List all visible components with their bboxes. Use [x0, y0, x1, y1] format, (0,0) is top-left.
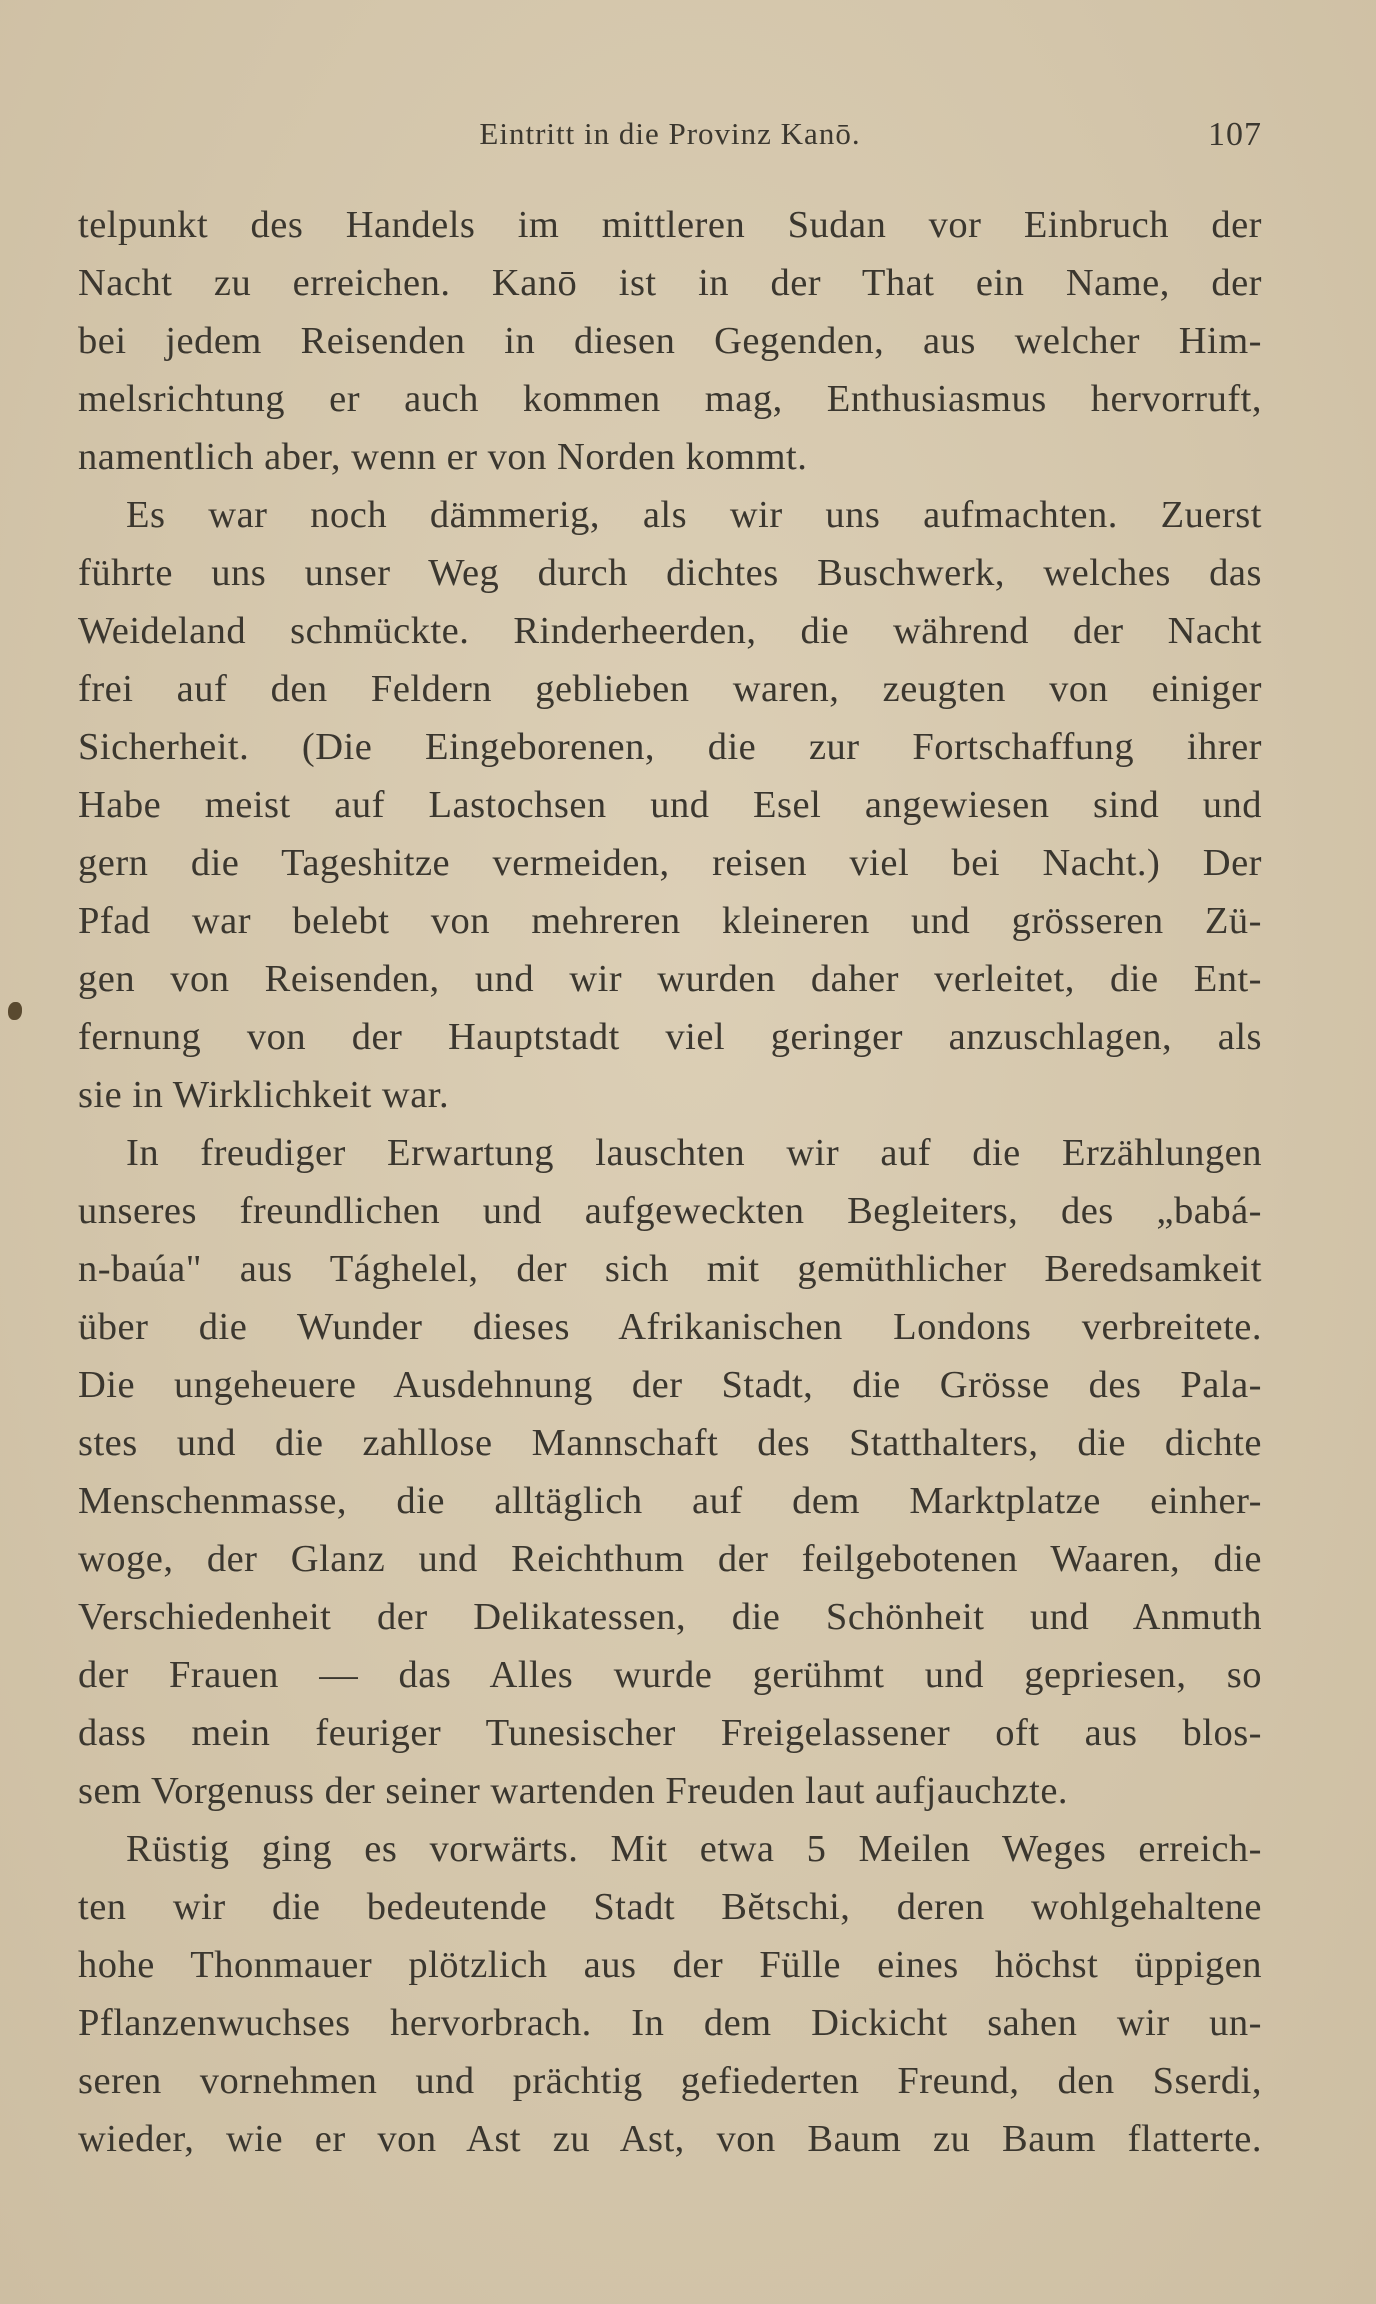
text-line: sie in Wirklichkeit war.	[78, 1074, 450, 1116]
text-line: Sicherheit. (Die Eingeborenen, die zur Fortschaffung ihrer	[78, 726, 1262, 768]
text-line: Nacht zu erreichen. Kanō ist in der That ein Name, der	[78, 262, 1262, 304]
text-line: bei jedem Reisenden in diesen Gegenden, aus welcher Him-	[78, 320, 1262, 362]
text-line: gern die Tageshitze vermeiden, reisen viel bei Nacht.) Der	[78, 842, 1262, 884]
page-number: 107	[1208, 116, 1262, 153]
body-text	[78, 196, 1262, 2168]
text-line: ten wir die bedeutende Stadt Bĕtschi, deren wohlgehaltene	[78, 1886, 1262, 1928]
text-line: gen von Reisenden, und wir wurden daher verleitet, die Ent-	[78, 958, 1262, 1000]
page-header	[78, 116, 1262, 160]
text-line: über die Wunder dieses Afrikanischen Londons verbreitete.	[78, 1306, 1262, 1348]
text-line: der Frauen — das Alles wurde gerühmt und gepriesen, so	[78, 1654, 1262, 1696]
text-line: fernung von der Hauptstadt viel geringer anzuschlagen, als	[78, 1016, 1262, 1058]
running-title: Eintritt in die Provinz Kanō.	[479, 116, 861, 151]
text-line: melsrichtung er auch kommen mag, Enthusiasmus hervorruft,	[78, 378, 1262, 420]
text-line: seren vornehmen und prächtig gefiederten Freund, den Sserdi,	[78, 2060, 1262, 2102]
paragraph-start-line: Rüstig ging es vorwärts. Mit etwa 5 Meilen Weges erreich-	[126, 1828, 1262, 1870]
text-line: Weideland schmückte. Rinderheerden, die während der Nacht	[78, 610, 1262, 652]
text-line: Pfad war belebt von mehreren kleineren und grösseren Zü-	[78, 900, 1262, 942]
text-line: Menschenmasse, die alltäglich auf dem Marktplatze einher-	[78, 1480, 1262, 1522]
text-line: Verschiedenheit der Delikatessen, die Schönheit und Anmuth	[78, 1596, 1262, 1638]
text-line: stes und die zahllose Mannschaft des Statthalters, die dichte	[78, 1422, 1262, 1464]
text-line: hohe Thonmauer plötzlich aus der Fülle eines höchst üppigen	[78, 1944, 1262, 1986]
paragraph-start-line: Es war noch dämmerig, als wir uns aufmachten. Zuerst	[126, 494, 1262, 536]
paragraph-start-line: In freudiger Erwartung lauschten wir auf die Erzählungen	[126, 1132, 1262, 1174]
text-line: dass mein feuriger Tunesischer Freigelassener oft aus blos-	[78, 1712, 1262, 1754]
text-line: n-baúa" aus Tághelel, der sich mit gemüthlicher Beredsamkeit	[78, 1248, 1262, 1290]
text-line: Pflanzenwuchses hervorbrach. In dem Dickicht sahen wir un-	[78, 2002, 1262, 2044]
text-line: sem Vorgenuss der seiner wartenden Freuden laut aufjauchzte.	[78, 1770, 1069, 1812]
text-line: woge, der Glanz und Reichthum der feilgebotenen Waaren, die	[78, 1538, 1262, 1580]
text-line: Habe meist auf Lastochsen und Esel angewiesen sind und	[78, 784, 1262, 826]
ink-spot	[8, 1002, 22, 1020]
text-line: namentlich aber, wenn er von Norden kommt.	[78, 436, 808, 478]
text-line: führte uns unser Weg durch dichtes Buschwerk, welches das	[78, 552, 1262, 594]
text-line: frei auf den Feldern geblieben waren, zeugten von einiger	[78, 668, 1262, 710]
text-line: Die ungeheuere Ausdehnung der Stadt, die Grösse des Pala-	[78, 1364, 1262, 1406]
text-line: unseres freundlichen und aufgeweckten Begleiters, des „babá-	[78, 1190, 1262, 1232]
text-line: wieder, wie er von Ast zu Ast, von Baum zu Baum flatterte.	[78, 2118, 1262, 2160]
text-line: telpunkt des Handels im mittleren Sudan vor Einbruch der	[78, 204, 1262, 246]
